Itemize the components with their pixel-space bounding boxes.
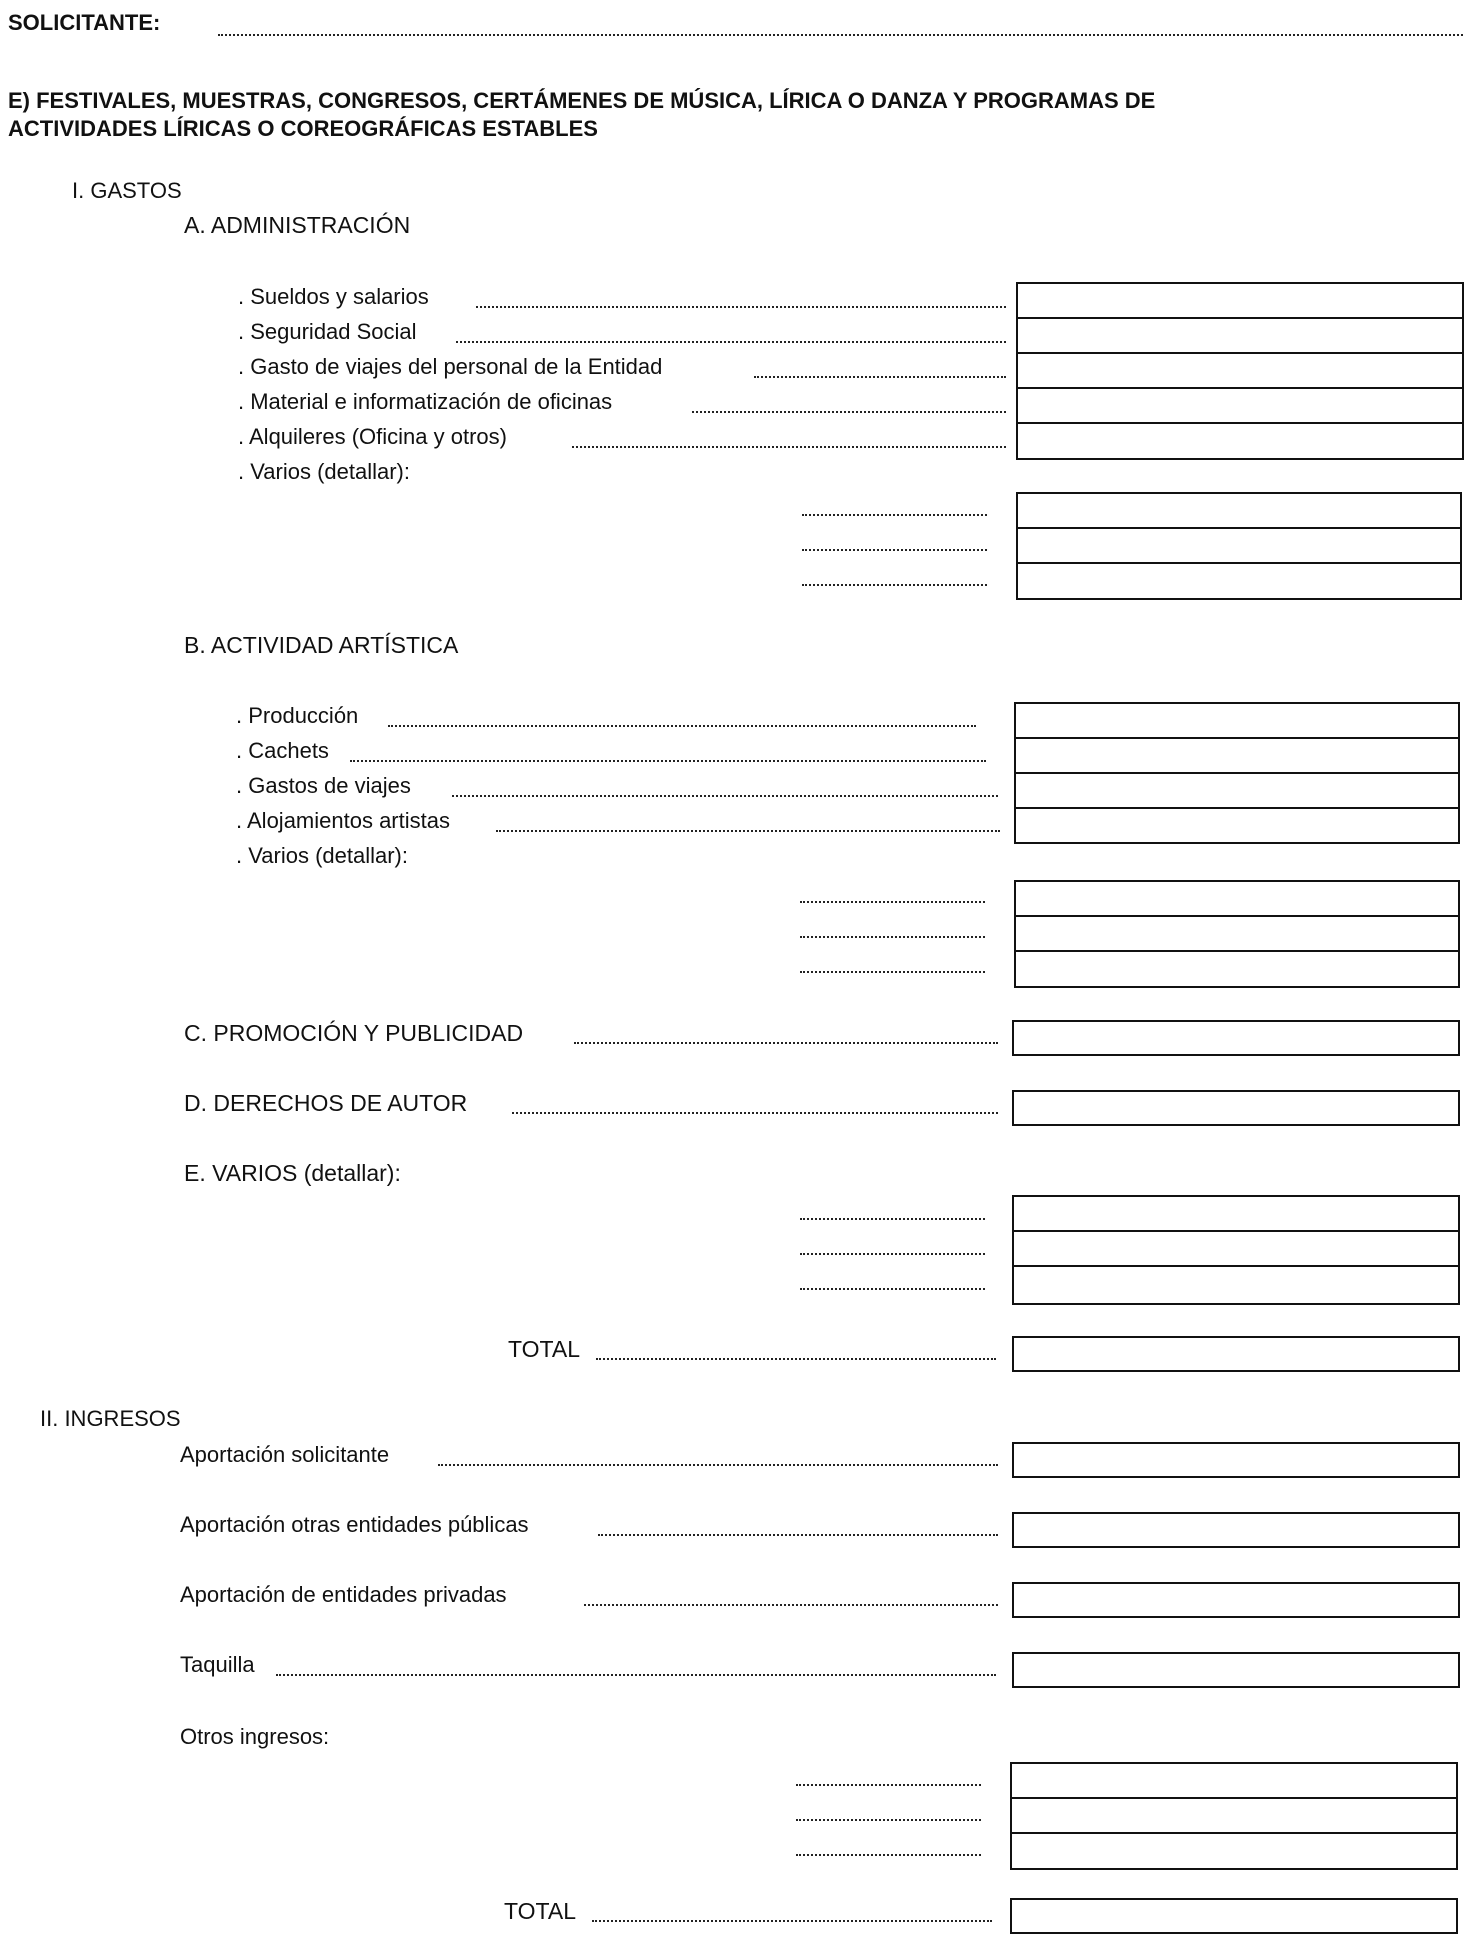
actividad-heading: B. ACTIVIDAD ARTÍSTICA (184, 632, 459, 658)
leader-dots (584, 1604, 998, 1606)
amount-input[interactable] (1018, 494, 1460, 529)
otros-amount-boxes (1010, 1762, 1458, 1870)
admin-item-material: . Material e informatización de oficinas (238, 389, 613, 414)
leader-dots (438, 1464, 998, 1466)
leader-dots (592, 1920, 992, 1922)
leader-dots (496, 830, 1000, 832)
amount-input[interactable] (1016, 882, 1458, 917)
admin-varios-boxes (1016, 492, 1462, 600)
amount-input-cachets[interactable] (1016, 739, 1458, 774)
leader-dots (350, 760, 986, 762)
varios-label: E. VARIOS (detallar): (184, 1160, 401, 1186)
ingresos-item-solicitante: Aportación solicitante (180, 1442, 390, 1467)
amount-input[interactable] (1016, 917, 1458, 952)
varios-detail-field[interactable] (800, 901, 985, 903)
ingresos-amount-taquilla[interactable] (1012, 1652, 1460, 1688)
ingresos-item-taquilla: Taquilla (180, 1652, 255, 1677)
leader-dots (596, 1358, 996, 1360)
ingresos-amount-privadas[interactable] (1012, 1582, 1460, 1618)
amount-input-sueldos[interactable] (1018, 284, 1462, 319)
derechos-amount-input[interactable] (1012, 1090, 1460, 1126)
actividad-item-produccion: . Producción (236, 703, 359, 728)
derechos-label: D. DERECHOS DE AUTOR (184, 1090, 468, 1116)
varios-detail-field[interactable] (800, 1218, 985, 1220)
leader-dots (572, 446, 1006, 448)
leader-dots (476, 306, 1006, 308)
leader-dots (598, 1534, 998, 1536)
amount-input-alojamientos[interactable] (1016, 809, 1458, 842)
actividad-amount-boxes (1014, 702, 1460, 844)
ingresos-amount-publicas[interactable] (1012, 1512, 1460, 1548)
varios-detail-field[interactable] (800, 1288, 985, 1290)
ingresos-heading: II. INGRESOS (40, 1406, 181, 1431)
leader-dots (754, 376, 1006, 378)
otros-detail-field[interactable] (796, 1854, 981, 1856)
admin-item-sueldos: . Sueldos y salarios (238, 284, 429, 309)
applicant-label: SOLICITANTE: (8, 10, 161, 35)
leader-dots (692, 411, 1006, 413)
varios-detail-field[interactable] (800, 971, 985, 973)
ingresos-item-privadas: Aportación de entidades privadas (180, 1582, 507, 1607)
admin-item-varios: . Varios (detallar): (238, 459, 410, 484)
administracion-heading: A. ADMINISTRACIÓN (184, 212, 411, 238)
varios-amount-boxes (1012, 1195, 1460, 1305)
amount-input-produccion[interactable] (1016, 704, 1458, 739)
leader-dots (276, 1674, 996, 1676)
section-title-line2: ACTIVIDADES LÍRICAS O COREOGRÁFICAS ESTABLES (8, 116, 598, 141)
amount-input-viajes[interactable] (1018, 354, 1462, 389)
amount-input[interactable] (1014, 1232, 1458, 1267)
ingresos-total-input[interactable] (1010, 1898, 1458, 1934)
amount-input-material[interactable] (1018, 389, 1462, 424)
section-title-line1: E) FESTIVALES, MUESTRAS, CONGRESOS, CERTÁMENES DE MÚSICA, LÍRICA O DANZA Y PROGRAMAS DE (8, 88, 1156, 113)
leader-dots (574, 1042, 998, 1044)
promocion-label: C. PROMOCIÓN Y PUBLICIDAD (184, 1020, 524, 1046)
amount-input-alquileres[interactable] (1018, 424, 1462, 458)
leader-dots (388, 725, 976, 727)
otros-detail-field[interactable] (796, 1784, 981, 1786)
varios-detail-field[interactable] (802, 584, 987, 586)
amount-input-seguridad[interactable] (1018, 319, 1462, 354)
amount-input[interactable] (1014, 1197, 1458, 1232)
applicant-field[interactable] (218, 34, 1463, 36)
varios-detail-field[interactable] (802, 514, 987, 516)
amount-input[interactable] (1012, 1799, 1456, 1834)
ingresos-amount-solicitante[interactable] (1012, 1442, 1460, 1478)
admin-item-alquileres: . Alquileres (Oficina y otros) (238, 424, 507, 449)
ingresos-item-publicas: Aportación otras entidades públicas (180, 1512, 529, 1537)
actividad-varios-boxes (1014, 880, 1460, 988)
actividad-item-varios: . Varios (detallar): (236, 843, 408, 868)
amount-input[interactable] (1012, 1764, 1456, 1799)
actividad-item-alojamientos: . Alojamientos artistas (236, 808, 450, 833)
gastos-total-input[interactable] (1012, 1336, 1460, 1372)
admin-item-seguridad: . Seguridad Social (238, 319, 417, 344)
ingresos-otros-label: Otros ingresos: (180, 1724, 330, 1749)
varios-detail-field[interactable] (800, 936, 985, 938)
varios-detail-field[interactable] (802, 549, 987, 551)
gastos-heading: I. GASTOS (72, 178, 182, 203)
leader-dots (512, 1112, 998, 1114)
ingresos-total-label: TOTAL (504, 1898, 576, 1924)
amount-input[interactable] (1018, 529, 1460, 564)
admin-item-viajes: . Gasto de viajes del personal de la Entidad (238, 354, 663, 379)
promocion-amount-input[interactable] (1012, 1020, 1460, 1056)
amount-input-viajes[interactable] (1016, 774, 1458, 809)
amount-input[interactable] (1018, 564, 1460, 598)
admin-amount-boxes (1016, 282, 1464, 460)
amount-input[interactable] (1014, 1267, 1458, 1303)
actividad-item-viajes: . Gastos de viajes (236, 773, 411, 798)
otros-detail-field[interactable] (796, 1819, 981, 1821)
amount-input[interactable] (1016, 952, 1458, 986)
varios-detail-field[interactable] (800, 1253, 985, 1255)
leader-dots (452, 795, 998, 797)
leader-dots (456, 341, 1006, 343)
amount-input[interactable] (1012, 1834, 1456, 1868)
gastos-total-label: TOTAL (508, 1336, 580, 1362)
actividad-item-cachets: . Cachets (236, 738, 329, 763)
